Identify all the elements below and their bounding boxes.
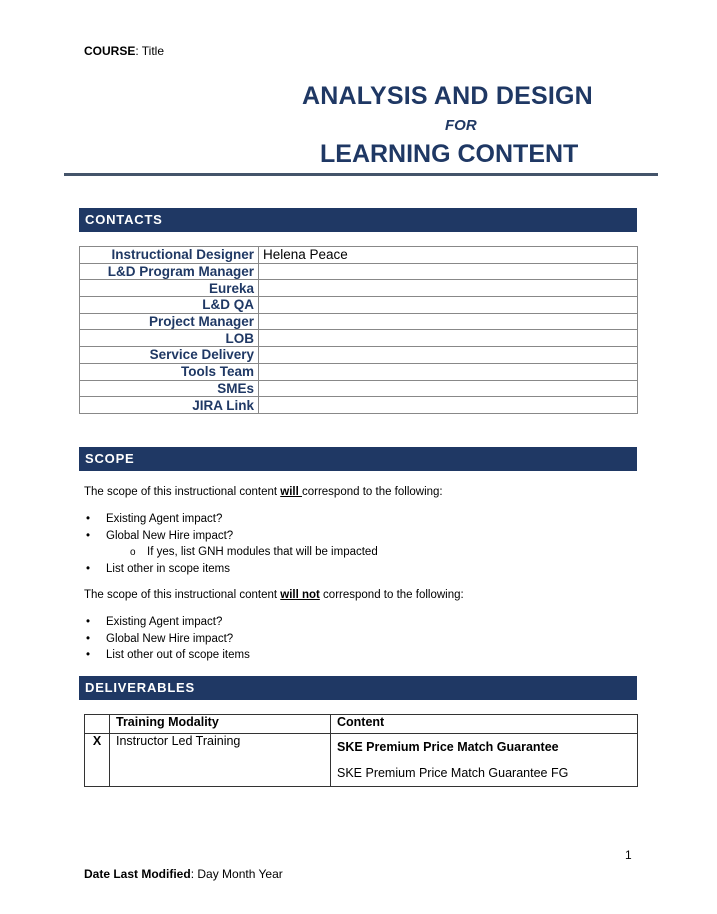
list-item: • List other out of scope items: [84, 649, 250, 666]
title-line-1: ANALYSIS AND DESIGN: [302, 82, 593, 110]
table-row: [80, 247, 638, 264]
contact-label: Tools Team: [80, 363, 259, 380]
modality-column-header: Training Modality: [110, 715, 331, 734]
scope-heading: SCOPE: [79, 447, 637, 471]
table-row: [80, 330, 638, 347]
content-item: SKE Premium Price Match Guarantee FG: [337, 766, 569, 780]
contact-label: JIRA Link: [80, 397, 259, 414]
modified-label: Date Last Modified: [84, 867, 191, 881]
selected-mark: X: [85, 734, 110, 787]
footer-modified: [84, 867, 283, 881]
modality-cell: Instructor Led Training: [110, 734, 331, 787]
table-row: [85, 734, 638, 787]
deliverables-table: [84, 714, 638, 787]
contact-value: [259, 380, 638, 397]
list-item: o If yes, list GNH modules that will be impacted: [84, 546, 378, 563]
contact-value: [259, 397, 638, 414]
contact-value: [259, 347, 638, 364]
scope-willnot-paragraph: The scope of this instructional content will not correspond to the following:: [84, 589, 464, 601]
title-line-2: FOR: [445, 117, 477, 134]
modified-value: : Day Month Year: [190, 867, 283, 881]
contact-value: [259, 313, 638, 330]
contacts-heading: CONTACTS: [79, 208, 637, 232]
contact-label: Project Manager: [80, 313, 259, 330]
scope-willnot-list: [84, 616, 250, 666]
contact-value: [259, 330, 638, 347]
course-label: COURSE: [84, 44, 136, 58]
mark-column-header: [85, 715, 110, 734]
contact-value: [259, 297, 638, 314]
content-column-header: Content: [331, 715, 638, 734]
table-row: [80, 363, 638, 380]
contact-value: Helena Peace: [259, 247, 638, 264]
course-line: [84, 44, 164, 58]
list-item: • Existing Agent impact?: [84, 513, 378, 530]
list-item: • List other in scope items: [84, 563, 378, 580]
contact-label: SMEs: [80, 380, 259, 397]
contact-label: L&D Program Manager: [80, 263, 259, 280]
contact-value: [259, 263, 638, 280]
contact-value: [259, 363, 638, 380]
table-row: [80, 297, 638, 314]
list-item: • Global New Hire impact?: [84, 633, 250, 650]
list-item: • Global New Hire impact?: [84, 530, 378, 547]
table-row: [80, 280, 638, 297]
contact-label: LOB: [80, 330, 259, 347]
contact-label: Eureka: [80, 280, 259, 297]
scope-will-paragraph: The scope of this instructional content will correspond to the following:: [84, 486, 443, 498]
title-divider: [64, 173, 658, 176]
contact-label: Service Delivery: [80, 347, 259, 364]
contacts-table: [79, 246, 638, 414]
table-row: [80, 380, 638, 397]
deliverables-heading: DELIVERABLES: [79, 676, 637, 700]
page-number: 1: [625, 848, 632, 862]
table-row: [80, 347, 638, 364]
scope-will-list: [84, 513, 378, 579]
title-line-3: LEARNING CONTENT: [320, 140, 579, 168]
contact-value: [259, 280, 638, 297]
list-item: • Existing Agent impact?: [84, 616, 250, 633]
table-row: [80, 397, 638, 414]
course-value: : Title: [135, 44, 165, 58]
contact-label: L&D QA: [80, 297, 259, 314]
content-item: SKE Premium Price Match Guarantee: [337, 740, 559, 754]
table-row: [80, 313, 638, 330]
content-cell: [331, 734, 638, 787]
contact-label: Instructional Designer: [80, 247, 259, 264]
table-row: [80, 263, 638, 280]
